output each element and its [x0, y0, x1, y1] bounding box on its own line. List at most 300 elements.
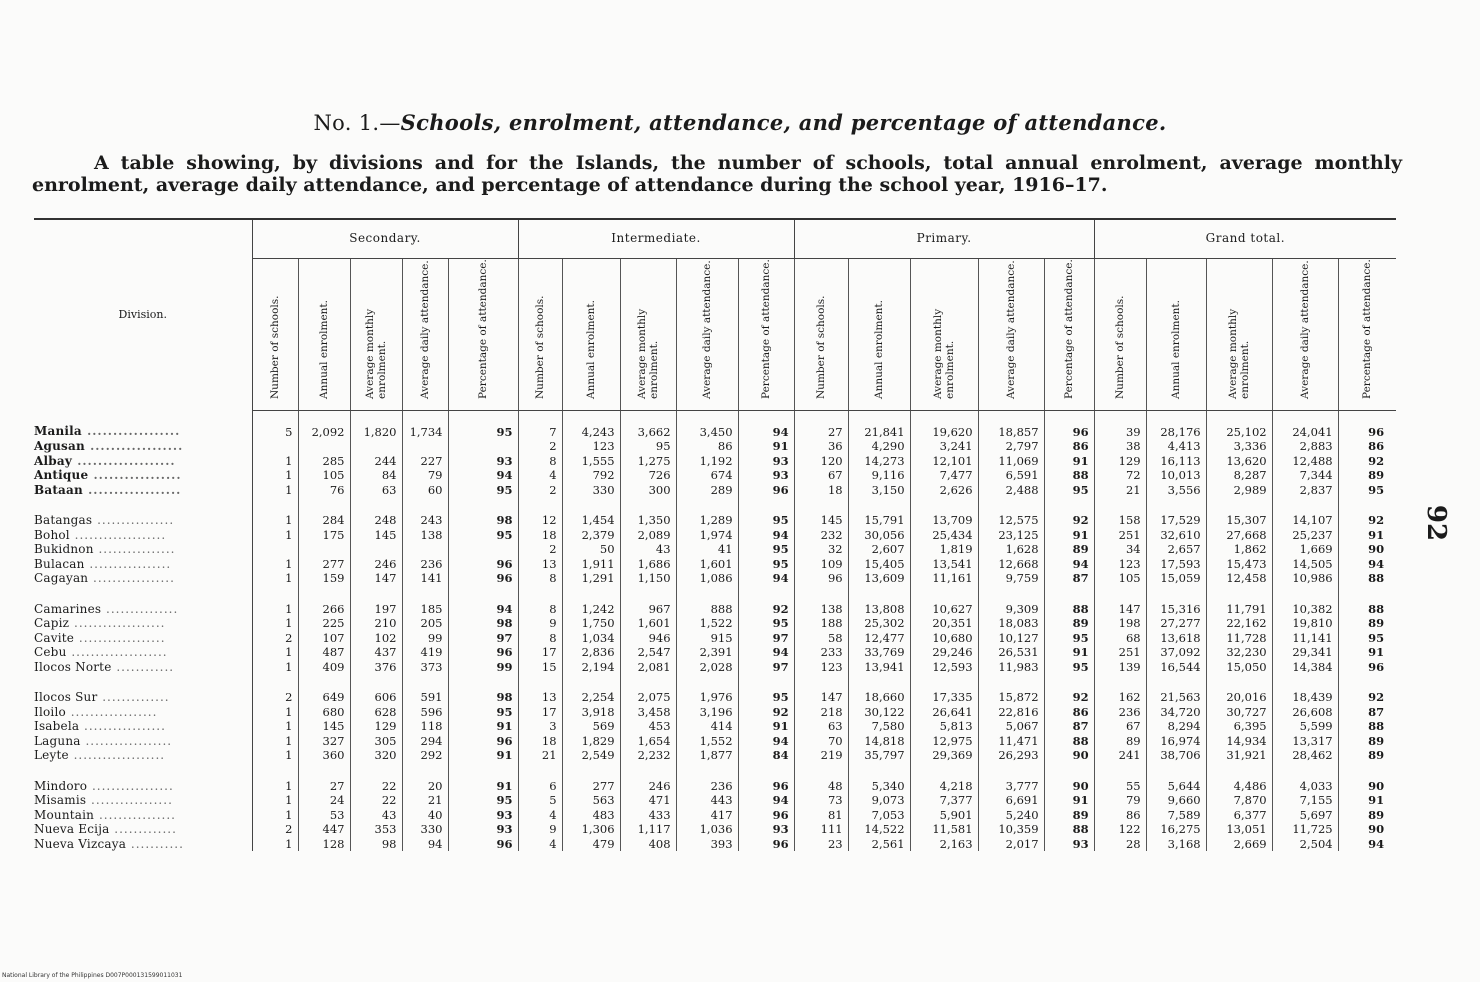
table-cell: 96 — [738, 779, 794, 794]
division-name: Cavite .................. — [34, 631, 252, 646]
table-cell: 25,102 — [1206, 410, 1272, 439]
table-cell: 11,141 — [1272, 631, 1338, 646]
table-cell: 188 — [794, 616, 848, 631]
table-cell: 15,872 — [978, 690, 1044, 705]
table-cell: 2,017 — [978, 837, 1044, 852]
table-cell: 1,522 — [676, 616, 738, 631]
table-cell: 15 — [518, 660, 562, 675]
table-cell: 10,680 — [910, 631, 978, 646]
table-cell: 17,335 — [910, 690, 978, 705]
table-cell: 227 — [402, 454, 448, 469]
table-cell: 5,644 — [1146, 779, 1206, 794]
table-cell: 248 — [350, 513, 402, 528]
table-cell: 96 — [448, 734, 518, 749]
table-cell: 1,555 — [562, 454, 620, 469]
table-cell: 16,974 — [1146, 734, 1206, 749]
table-cell: 292 — [402, 748, 448, 763]
column-header: Average daily attendance. — [978, 259, 1044, 411]
table-cell: 9 — [518, 822, 562, 837]
table-cell: 1 — [252, 513, 298, 528]
block-spacer — [34, 763, 1396, 779]
table-cell: 289 — [676, 483, 738, 498]
table-cell: 330 — [402, 822, 448, 837]
table-cell: 4 — [518, 837, 562, 852]
table-row — [34, 705, 1396, 720]
table-cell: 38,706 — [1146, 748, 1206, 763]
table-cell: 94 — [1368, 556, 1385, 571]
table-cell: 96 — [794, 571, 848, 586]
table-cell: 84 — [350, 468, 402, 483]
table-cell: 92 — [738, 705, 794, 720]
table-cell: 95 — [738, 513, 794, 528]
table-cell: 28,176 — [1146, 410, 1206, 439]
table-cell: 20,351 — [910, 616, 978, 631]
table-cell: 32,610 — [1146, 528, 1206, 543]
table-row — [34, 454, 1396, 469]
table-cell: 26,531 — [978, 645, 1044, 660]
table-cell: 14,522 — [848, 822, 910, 837]
table-cell: 12,488 — [1272, 454, 1338, 469]
table-cell — [252, 439, 298, 454]
column-header: Average monthly enrolment. — [1206, 259, 1272, 411]
table-cell: 162 — [1094, 690, 1146, 705]
table-cell: 487 — [298, 645, 350, 660]
table-cell: 18,083 — [978, 616, 1044, 631]
table-cell: 14,505 — [1272, 557, 1338, 572]
table-cell: 2,194 — [562, 660, 620, 675]
table-row — [34, 571, 1396, 586]
table-cell: 14,818 — [848, 734, 910, 749]
table-cell: 70 — [794, 734, 848, 749]
table-cell: 1 — [252, 660, 298, 675]
table-cell: 2,081 — [620, 660, 676, 675]
table-cell: 13,941 — [848, 660, 910, 675]
table-cell: 2,075 — [620, 690, 676, 705]
division-name: Laguna .................. — [34, 734, 252, 749]
table-cell: 1 — [252, 837, 298, 852]
group-header-grand-total: Grand total. — [1094, 219, 1396, 259]
table-cell: 91 — [1044, 645, 1094, 660]
table-cell: 96 — [1044, 410, 1094, 439]
table-cell: 159 — [298, 571, 350, 586]
table-cell: 18 — [794, 483, 848, 498]
division-name: Ilocos Norte ............ — [34, 660, 252, 675]
table-cell: 89 — [1368, 733, 1385, 748]
table-cell: 158 — [1094, 513, 1146, 528]
table-cell: 18,857 — [978, 410, 1044, 439]
table-cell: 118 — [402, 719, 448, 734]
table-cell: 2,797 — [978, 439, 1044, 454]
table-cell: 13 — [518, 690, 562, 705]
table-cell: 96 — [448, 557, 518, 572]
table-cell: 225 — [298, 616, 350, 631]
table-cell: 48 — [794, 779, 848, 794]
table-cell: 91 — [738, 719, 794, 734]
table-row — [34, 822, 1396, 837]
table-cell: 4,486 — [1206, 779, 1272, 794]
table-cell: 2,989 — [1206, 483, 1272, 498]
table-cell: 92 — [1044, 513, 1094, 528]
table-cell: 1,734 — [402, 410, 448, 439]
division-name: Antique ................. — [34, 468, 252, 483]
table-cell: 92 — [738, 602, 794, 617]
table-cell: 1,306 — [562, 822, 620, 837]
table-cell: 12,975 — [910, 734, 978, 749]
table-cell: 2 — [252, 631, 298, 646]
table-cell: 35,797 — [848, 748, 910, 763]
division-name: Camarines ............... — [34, 602, 252, 617]
table-cell: 13,541 — [910, 557, 978, 572]
table-cell: 327 — [298, 734, 350, 749]
table-cell: 2 — [518, 483, 562, 498]
table-cell: 88 — [1368, 601, 1385, 616]
column-header: Number of schools. — [1094, 259, 1146, 411]
table-cell: 17 — [518, 645, 562, 660]
table-cell: 84 — [738, 748, 794, 763]
table-cell: 1 — [252, 748, 298, 763]
table-cell: 1,829 — [562, 734, 620, 749]
table-cell: 320 — [350, 748, 402, 763]
table-cell: 95 — [738, 557, 794, 572]
table-row — [34, 793, 1396, 808]
column-header: Average monthly enrolment. — [350, 259, 402, 411]
table-cell: 1,750 — [562, 616, 620, 631]
table-cell: 29,369 — [910, 748, 978, 763]
table-cell: 9,073 — [848, 793, 910, 808]
table-cell: 1 — [252, 779, 298, 794]
table-cell: 53 — [298, 808, 350, 823]
table-cell: 9,660 — [1146, 793, 1206, 808]
table-cell: 2,254 — [562, 690, 620, 705]
table-cell: 122 — [1094, 822, 1146, 837]
table-cell: 277 — [562, 779, 620, 794]
division-name: Isabela ................. — [34, 719, 252, 734]
table-cell: 2,883 — [1272, 439, 1338, 454]
table-cell: 11,725 — [1272, 822, 1338, 837]
table-cell: 18,439 — [1272, 690, 1338, 705]
table-cell: 447 — [298, 822, 350, 837]
table-cell: 123 — [562, 439, 620, 454]
table-cell: 36 — [794, 439, 848, 454]
table-cell: 3,336 — [1206, 439, 1272, 454]
table-cell: 28 — [1094, 837, 1146, 852]
table-cell: 25,237 — [1272, 528, 1338, 543]
division-name: Bulacan ................. — [34, 557, 252, 572]
table-cell: 305 — [350, 734, 402, 749]
table-cell: 89 — [1368, 616, 1385, 630]
table-cell: 353 — [350, 822, 402, 837]
table-cell: 10,013 — [1146, 468, 1206, 483]
table-cell: 2,028 — [676, 660, 738, 675]
table-cell: 89 — [1368, 807, 1385, 822]
table-cell: 888 — [676, 602, 738, 617]
table-cell: 330 — [562, 483, 620, 498]
table-row — [34, 602, 1396, 617]
table-cell: 12 — [518, 513, 562, 528]
table-cell: 145 — [794, 513, 848, 528]
table-cell: 30,056 — [848, 528, 910, 543]
table-cell: 569 — [562, 719, 620, 734]
table-cell: 27 — [298, 779, 350, 794]
table-cell: 13,618 — [1146, 631, 1206, 646]
table-cell: 96 — [738, 808, 794, 823]
table-cell: 3,450 — [676, 410, 738, 439]
group-header-secondary: Secondary. — [252, 219, 518, 259]
table-cell: 1 — [252, 793, 298, 808]
table-cell: 99 — [448, 660, 518, 675]
table-cell: 94 — [738, 571, 794, 586]
table-cell: 8,287 — [1206, 468, 1272, 483]
division-name: Batangas ................ — [34, 513, 252, 528]
table-cell: 86 — [1094, 808, 1146, 823]
table-cell: 41 — [676, 542, 738, 557]
column-header: Average monthly enrolment. — [910, 259, 978, 411]
table-cell: 3,458 — [620, 705, 676, 720]
table-cell: 129 — [350, 719, 402, 734]
table-cell: 11,728 — [1206, 631, 1272, 646]
table-cell: 16,113 — [1146, 454, 1206, 469]
table-cell: 7,870 — [1206, 793, 1272, 808]
table-cell: 99 — [402, 631, 448, 646]
table-cell: 17 — [518, 705, 562, 720]
table-cell: 2,504 — [1272, 837, 1338, 852]
table-cell: 376 — [350, 660, 402, 675]
table-cell: 93 — [1044, 837, 1094, 852]
table-cell: 123 — [1094, 557, 1146, 572]
table-cell: 433 — [620, 808, 676, 823]
table-row — [34, 631, 1396, 646]
table-cell: 946 — [620, 631, 676, 646]
table-cell: 360 — [298, 748, 350, 763]
table-cell: 453 — [620, 719, 676, 734]
division-name: Manila .................. — [34, 410, 252, 439]
table-cell: 91 — [1044, 793, 1094, 808]
table-cell: 92 — [1044, 690, 1094, 705]
table-cell: 12,668 — [978, 557, 1044, 572]
table-cell: 205 — [402, 616, 448, 631]
table-cell: 8 — [518, 571, 562, 586]
table-body — [34, 410, 1396, 851]
table-cell: 3,196 — [676, 705, 738, 720]
table-cell: 1,819 — [910, 542, 978, 557]
table-cell: 414 — [676, 719, 738, 734]
table-cell: 138 — [402, 528, 448, 543]
block-spacer — [34, 674, 1396, 690]
table-cell: 2,089 — [620, 528, 676, 543]
column-header: Average daily attendance. — [402, 259, 448, 411]
table-cell: 5,813 — [910, 719, 978, 734]
table-cell: 98 — [350, 837, 402, 852]
table-cell: 3,241 — [910, 439, 978, 454]
table-cell: 147 — [794, 690, 848, 705]
table-cell: 1 — [252, 705, 298, 720]
column-header: Percentage of attendance. — [1338, 259, 1396, 411]
page-number: 92 — [1421, 504, 1452, 542]
column-header: Average monthly enrolment. — [620, 259, 676, 411]
table-cell: 67 — [1094, 719, 1146, 734]
table-cell: 1 — [252, 483, 298, 498]
division-name: Leyte ................... — [34, 748, 252, 763]
table-cell: 1 — [252, 645, 298, 660]
block-spacer — [34, 586, 1396, 602]
table-cell: 27 — [794, 410, 848, 439]
table-cell: 9,309 — [978, 602, 1044, 617]
table-cell: 9,759 — [978, 571, 1044, 586]
archive-footer: National Library of the Philippines D007P000131599011031 — [2, 972, 183, 979]
table-cell: 93 — [448, 822, 518, 837]
table-cell: 6 — [518, 779, 562, 794]
table-cell: 2,607 — [848, 542, 910, 557]
table-cell: 95 — [738, 542, 794, 557]
table-cell: 15,050 — [1206, 660, 1272, 675]
table-cell: 21,563 — [1146, 690, 1206, 705]
table-cell: 37,092 — [1146, 645, 1206, 660]
table-cell: 91 — [738, 439, 794, 454]
table-cell: 1 — [252, 454, 298, 469]
table-cell: 1,289 — [676, 513, 738, 528]
table-cell: 34,720 — [1146, 705, 1206, 720]
table-cell: 138 — [794, 602, 848, 617]
table-cell: 266 — [298, 602, 350, 617]
table-cell: 60 — [402, 483, 448, 498]
table-cell: 246 — [620, 779, 676, 794]
table-cell: 10,627 — [910, 602, 978, 617]
table-row — [34, 557, 1396, 572]
table-cell: 3,918 — [562, 705, 620, 720]
table-cell: 3,168 — [1146, 837, 1206, 852]
table-cell: 89 — [1044, 542, 1094, 557]
table-row — [34, 439, 1396, 454]
table-cell: 4,033 — [1272, 779, 1338, 794]
table-cell: 15,405 — [848, 557, 910, 572]
table-cell — [350, 439, 402, 454]
table-cell: 1 — [252, 734, 298, 749]
table-cell: 8 — [518, 631, 562, 646]
table-cell: 95 — [620, 439, 676, 454]
table-number: No. 1.— — [313, 111, 401, 135]
table-cell: 210 — [350, 616, 402, 631]
table-cell: 94 — [738, 528, 794, 543]
table-cell: 5,599 — [1272, 719, 1338, 734]
table-row — [34, 616, 1396, 631]
table-cell: 11,161 — [910, 571, 978, 586]
table-cell: 97 — [738, 631, 794, 646]
table-description: A table showing, by divisions and for the Islands, the number of schools, total annual enrolment, average monthly enrolment, average daily attendance, and percentage of attendance during the school year, 1916–17. — [32, 152, 1402, 196]
table-cell: 1 — [252, 602, 298, 617]
table-cell: 79 — [402, 468, 448, 483]
table-cell — [298, 542, 350, 557]
table-cell: 29,246 — [910, 645, 978, 660]
table-cell: 649 — [298, 690, 350, 705]
table-row — [34, 645, 1396, 660]
division-name: Capiz ................... — [34, 616, 252, 631]
table-cell: 43 — [350, 808, 402, 823]
table-cell: 15,473 — [1206, 557, 1272, 572]
table-cell: 15,791 — [848, 513, 910, 528]
table-cell: 1,628 — [978, 542, 1044, 557]
table-cell: 1,242 — [562, 602, 620, 617]
table-cell: 86 — [1044, 439, 1094, 454]
table-cell: 5,340 — [848, 779, 910, 794]
table-cell: 20,016 — [1206, 690, 1272, 705]
division-name: Ilocos Sur .............. — [34, 690, 252, 705]
table-cell: 251 — [1094, 645, 1146, 660]
table-cell: 792 — [562, 468, 620, 483]
table-cell — [402, 542, 448, 557]
table-cell: 89 — [1044, 808, 1094, 823]
table-cell: 76 — [298, 483, 350, 498]
table-cell: 27,277 — [1146, 616, 1206, 631]
table-cell: 14,384 — [1272, 660, 1338, 675]
table-cell: 31,921 — [1206, 748, 1272, 763]
table-cell: 18 — [518, 528, 562, 543]
table-cell: 63 — [350, 483, 402, 498]
table-cell: 6,691 — [978, 793, 1044, 808]
table-cell: 8 — [518, 602, 562, 617]
table-cell: 95 — [448, 705, 518, 720]
table-cell: 9,116 — [848, 468, 910, 483]
table-cell: 95 — [448, 410, 518, 439]
table-cell: 680 — [298, 705, 350, 720]
division-name: Bukidnon ................ — [34, 542, 252, 557]
table-cell: 3,662 — [620, 410, 676, 439]
table-cell: 96 — [738, 483, 794, 498]
column-header: Number of schools. — [794, 259, 848, 411]
table-cell: 5,240 — [978, 808, 1044, 823]
table-cell: 94 — [448, 602, 518, 617]
table-cell: 109 — [794, 557, 848, 572]
table-cell: 95 — [738, 616, 794, 631]
column-header: Annual enrolment. — [562, 259, 620, 411]
table-cell: 93 — [448, 808, 518, 823]
table-cell: 19,620 — [910, 410, 978, 439]
table-cell: 443 — [676, 793, 738, 808]
table-cell: 967 — [620, 602, 676, 617]
table-cell: 13,709 — [910, 513, 978, 528]
table-cell: 2 — [518, 542, 562, 557]
table-cell: 13,051 — [1206, 822, 1272, 837]
table-cell: 12,458 — [1206, 571, 1272, 586]
table-cell: 91 — [1368, 645, 1385, 659]
table-cell: 30,727 — [1206, 705, 1272, 720]
table-cell: 1,862 — [1206, 542, 1272, 557]
table-cell: 5,901 — [910, 808, 978, 823]
table-cell: 1 — [252, 468, 298, 483]
table-cell: 39 — [1094, 410, 1146, 439]
table-cell: 2,391 — [676, 645, 738, 660]
table-cell: 90 — [1368, 778, 1385, 793]
table-cell: 7,477 — [910, 468, 978, 483]
table-row — [34, 837, 1396, 852]
table-cell: 4 — [518, 808, 562, 823]
table-cell: 58 — [794, 631, 848, 646]
table-cell: 93 — [738, 454, 794, 469]
table-cell: 22 — [350, 779, 402, 794]
column-header: Annual enrolment. — [1146, 259, 1206, 411]
table-cell: 3,777 — [978, 779, 1044, 794]
table-cell: 6,591 — [978, 468, 1044, 483]
table-cell: 7,344 — [1272, 468, 1338, 483]
table-cell — [448, 542, 518, 557]
table-cell: 2,488 — [978, 483, 1044, 498]
table-cell: 147 — [350, 571, 402, 586]
table-row — [34, 660, 1396, 675]
table-cell: 95 — [1044, 483, 1094, 498]
division-name: Cagayan ................. — [34, 571, 252, 586]
table-row — [34, 542, 1396, 557]
table-cell: 25,302 — [848, 616, 910, 631]
table-cell: 13,808 — [848, 602, 910, 617]
